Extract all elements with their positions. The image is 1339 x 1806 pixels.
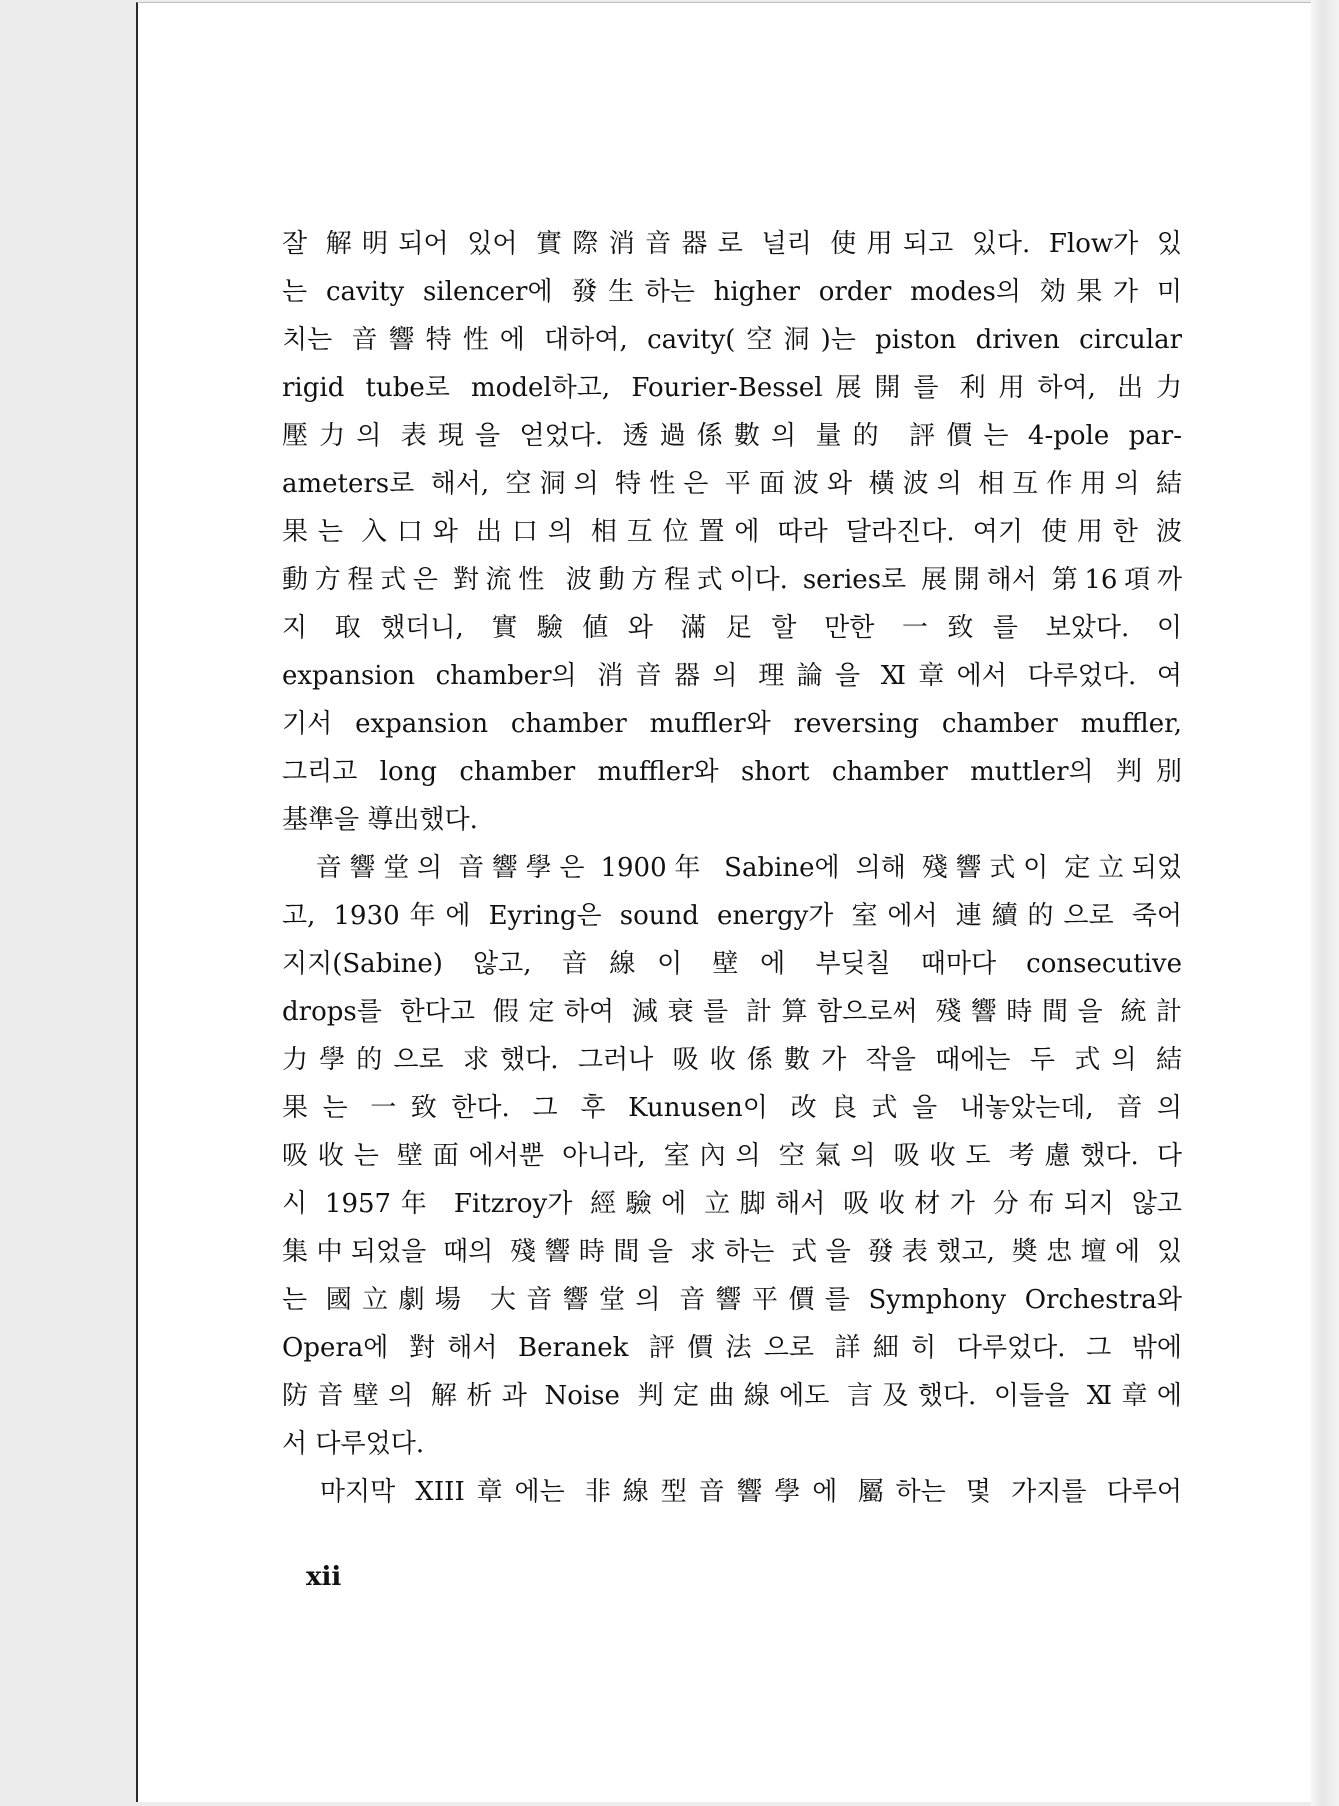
page-number: xii: [306, 1562, 342, 1592]
text-line: 지지(Sabine) 않고, 音線이 壁에 부딪칠 때마다 consecutive: [282, 949, 1182, 979]
text-line: 吸收는 壁面에서뿐 아니라, 室內의 空氣의 吸收도 考慮했다. 다: [282, 1141, 1182, 1171]
text-line: 果는 入口와 出口의 相互位置에 따라 달라진다. 여기 使用한 波: [282, 517, 1182, 547]
text-line: 시 1957年 Fitzroy가 經驗에 立脚해서 吸收材가 分布되지 않고: [282, 1189, 1182, 1219]
text-line: 지 取했더니, 實驗値와 滿足할 만한 一致를 보았다. 이: [282, 613, 1182, 643]
text-line: 잘 解明되어 있어 實際消音器로 널리 使用되고 있다. Flow가 있: [282, 229, 1182, 259]
text-line: drops를 한다고 假定하여 減衰를 計算함으로써 殘響時間을 統計: [282, 997, 1182, 1027]
text-line: 果는 一致한다. 그 후 Kunusen이 改良式을 내놓았는데, 音의: [282, 1093, 1182, 1123]
text-line: 치는 音響特性에 대하여, cavity(空洞)는 piston driven circular: [282, 325, 1182, 355]
body-text: [282, 220, 1182, 1516]
text-line: 마지막 XIII章에는 非線型音響學에 屬하는 몇 가지를 다루어: [282, 1477, 1182, 1507]
text-line: 서 다루었다.: [282, 1429, 425, 1459]
text-line: ameters로 해서, 空洞의 特性은 平面波와 橫波의 相互作用의 結: [282, 469, 1182, 499]
text-line: 고, 1930年에 Eyring은 sound energy가 室에서 連續的으로 죽어: [282, 901, 1182, 931]
text-line: 集中되었을 때의 殘響時間을 求하는 式을 發表했고, 奬忠壇에 있: [282, 1237, 1182, 1267]
text-line: 壓力의 表現을 얻었다. 透過係數의 量的 評價는 4-pole par-: [282, 421, 1182, 451]
text-line: 力學的으로 求했다. 그러나 吸收係數가 작을 때에는 두 式의 結: [282, 1045, 1182, 1075]
text-line: 基準을 導出했다.: [282, 805, 478, 835]
text-line: 防音壁의 解析과 Noise 判定曲線에도 言及했다. 이들을 Ⅺ章에: [282, 1381, 1182, 1411]
text-line: 는 cavity silencer에 發生하는 higher order modes의 効果가 미: [282, 277, 1182, 307]
text-line: 動方程式은 對流性 波動方程式이다. series로 展開해서 第16項까: [282, 565, 1182, 595]
text-line: 그리고 long chamber muffler와 short chamber muttler의 判別: [282, 757, 1182, 787]
text-line: 는 國立劇場 大音響堂의 音響平價를 Symphony Orchestra와: [282, 1285, 1182, 1315]
text-line: rigid tube로 model하고, Fourier-Bessel展開를 利用하여, 出力: [282, 373, 1182, 403]
text-line: Opera에 對해서 Beranek 評價法으로 詳細히 다루었다. 그 밖에: [282, 1333, 1182, 1363]
text-line: expansion chamber의 消音器의 理論을 Ⅺ章에서 다루었다. 여: [282, 661, 1182, 691]
page-edge-shadow: [1311, 0, 1339, 1806]
text-line: 音響堂의 音響學은 1900年 Sabine에 의해 殘響式이 定立되었: [282, 853, 1182, 883]
text-line: 기서 expansion chamber muffler와 reversing chamber muffler,: [282, 709, 1182, 739]
